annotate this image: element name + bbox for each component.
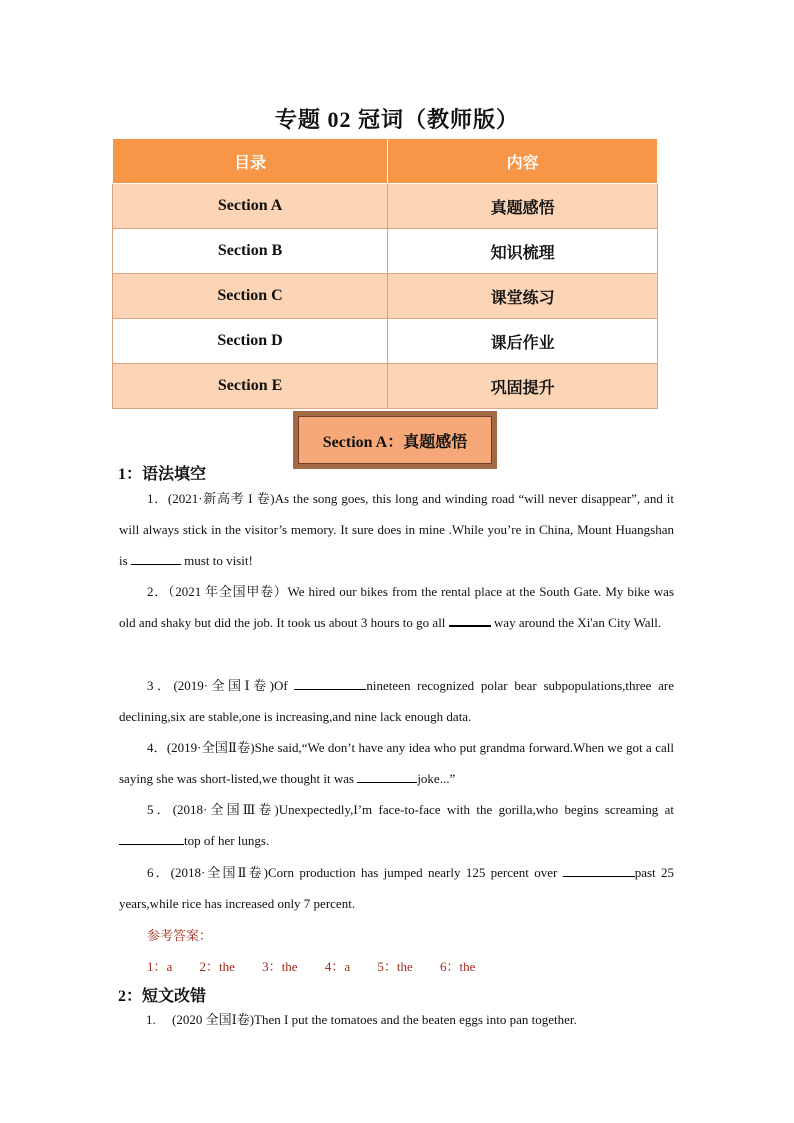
section-a-banner-label: Section A：真题感悟 <box>298 416 492 464</box>
content-cell: 真题感悟 <box>388 184 658 229</box>
answer-blank <box>357 770 417 783</box>
section-cell: Section A <box>113 184 388 229</box>
heading-error-correction: 2：短文改错 <box>118 988 207 1005</box>
question-number: 1. <box>146 1012 156 1027</box>
question-text: 4．(2019·全国Ⅱ卷)She said,“We don’t have any idea who put grandma forward.When we got a call saying she was short-listed,we thought it was <box>119 740 674 786</box>
answer-key-label: 参考答案： <box>147 928 213 943</box>
contents-table <box>112 138 658 409</box>
section-cell: Section E <box>113 364 388 409</box>
question-5 <box>119 794 674 856</box>
question-1 <box>119 483 674 576</box>
question-2 <box>119 576 674 638</box>
question-text: (2020 全国Ⅰ卷)Then I put the tomatoes and the beaten eggs into pan together. <box>172 1012 577 1027</box>
question-text: 5．(2018·全国Ⅲ卷)Unexpectedly,I’m face-to-face with the gorilla,who begins screaming at <box>147 802 674 817</box>
column-header: 内容 <box>388 139 658 184</box>
question-text: way around the Xi'an City Wall. <box>490 615 662 630</box>
section-cell: Section B <box>113 229 388 274</box>
answer-blank <box>294 677 366 690</box>
question-text: past 25 years,while rice has increased only 7 percent. <box>119 865 674 911</box>
question-text: top of her lungs. <box>184 833 270 848</box>
table-row <box>113 274 658 319</box>
answer-blank <box>119 832 184 845</box>
answer-item: 4：a <box>324 959 351 974</box>
answer-item: 5：the <box>377 959 413 974</box>
question-text: 2．（2021 年全国甲卷）We hired our bikes from the rental place at the South Gate. My bike was old and shaky but did the job. It took us about 3 hours to go all <box>119 584 674 630</box>
question-text: joke...” <box>417 771 456 786</box>
answer-item: 6：the <box>439 959 476 974</box>
content-cell: 知识梳理 <box>388 229 658 274</box>
answer-item: 2：the <box>199 959 235 974</box>
page-title: 专题 02 冠词（教师版） <box>274 107 519 132</box>
question-3 <box>119 670 674 732</box>
answer-blank <box>131 552 181 565</box>
question-text: nineteen recognized polar bear subpopulations,three are declining,six are stable,one is increasing,and nine lack enough data. <box>119 678 674 724</box>
answer-item: 3：the <box>262 959 298 974</box>
content-cell: 巩固提升 <box>388 364 658 409</box>
table-row <box>113 229 658 274</box>
question-text: 3．(2019·全国Ⅰ卷)Of <box>147 678 295 693</box>
content-cell: 课堂练习 <box>388 274 658 319</box>
section-a-banner <box>293 411 497 469</box>
answer-item: 1：a <box>147 959 173 974</box>
answer-blank <box>449 613 491 627</box>
table-row <box>113 184 658 229</box>
table-row <box>113 319 658 364</box>
question-text: 6．(2018·全国Ⅱ卷)Corn production has jumped nearly 125 percent over <box>147 865 563 880</box>
question-text: 1．(2021·新高考 I 卷)As the song goes, this long and winding road “will never disappear”, and it will always stick in the visitor’s memory. It sure does in mine .While you’re in China, Mount Huangshan is <box>119 491 674 568</box>
error-correction-question-1 <box>146 1009 577 1028</box>
column-header: 目录 <box>113 139 388 184</box>
table-header-row <box>113 139 658 184</box>
answer-blank <box>563 864 635 877</box>
question-6 <box>119 857 674 919</box>
question-text: must to visit! <box>180 553 253 568</box>
content-cell: 课后作业 <box>388 319 658 364</box>
table-row <box>113 364 658 409</box>
section-cell: Section C <box>113 274 388 319</box>
answer-key <box>147 956 499 975</box>
section-cell: Section D <box>113 319 388 364</box>
question-4 <box>119 732 674 794</box>
heading-grammar-fill: 1：语法填空 <box>118 466 207 483</box>
